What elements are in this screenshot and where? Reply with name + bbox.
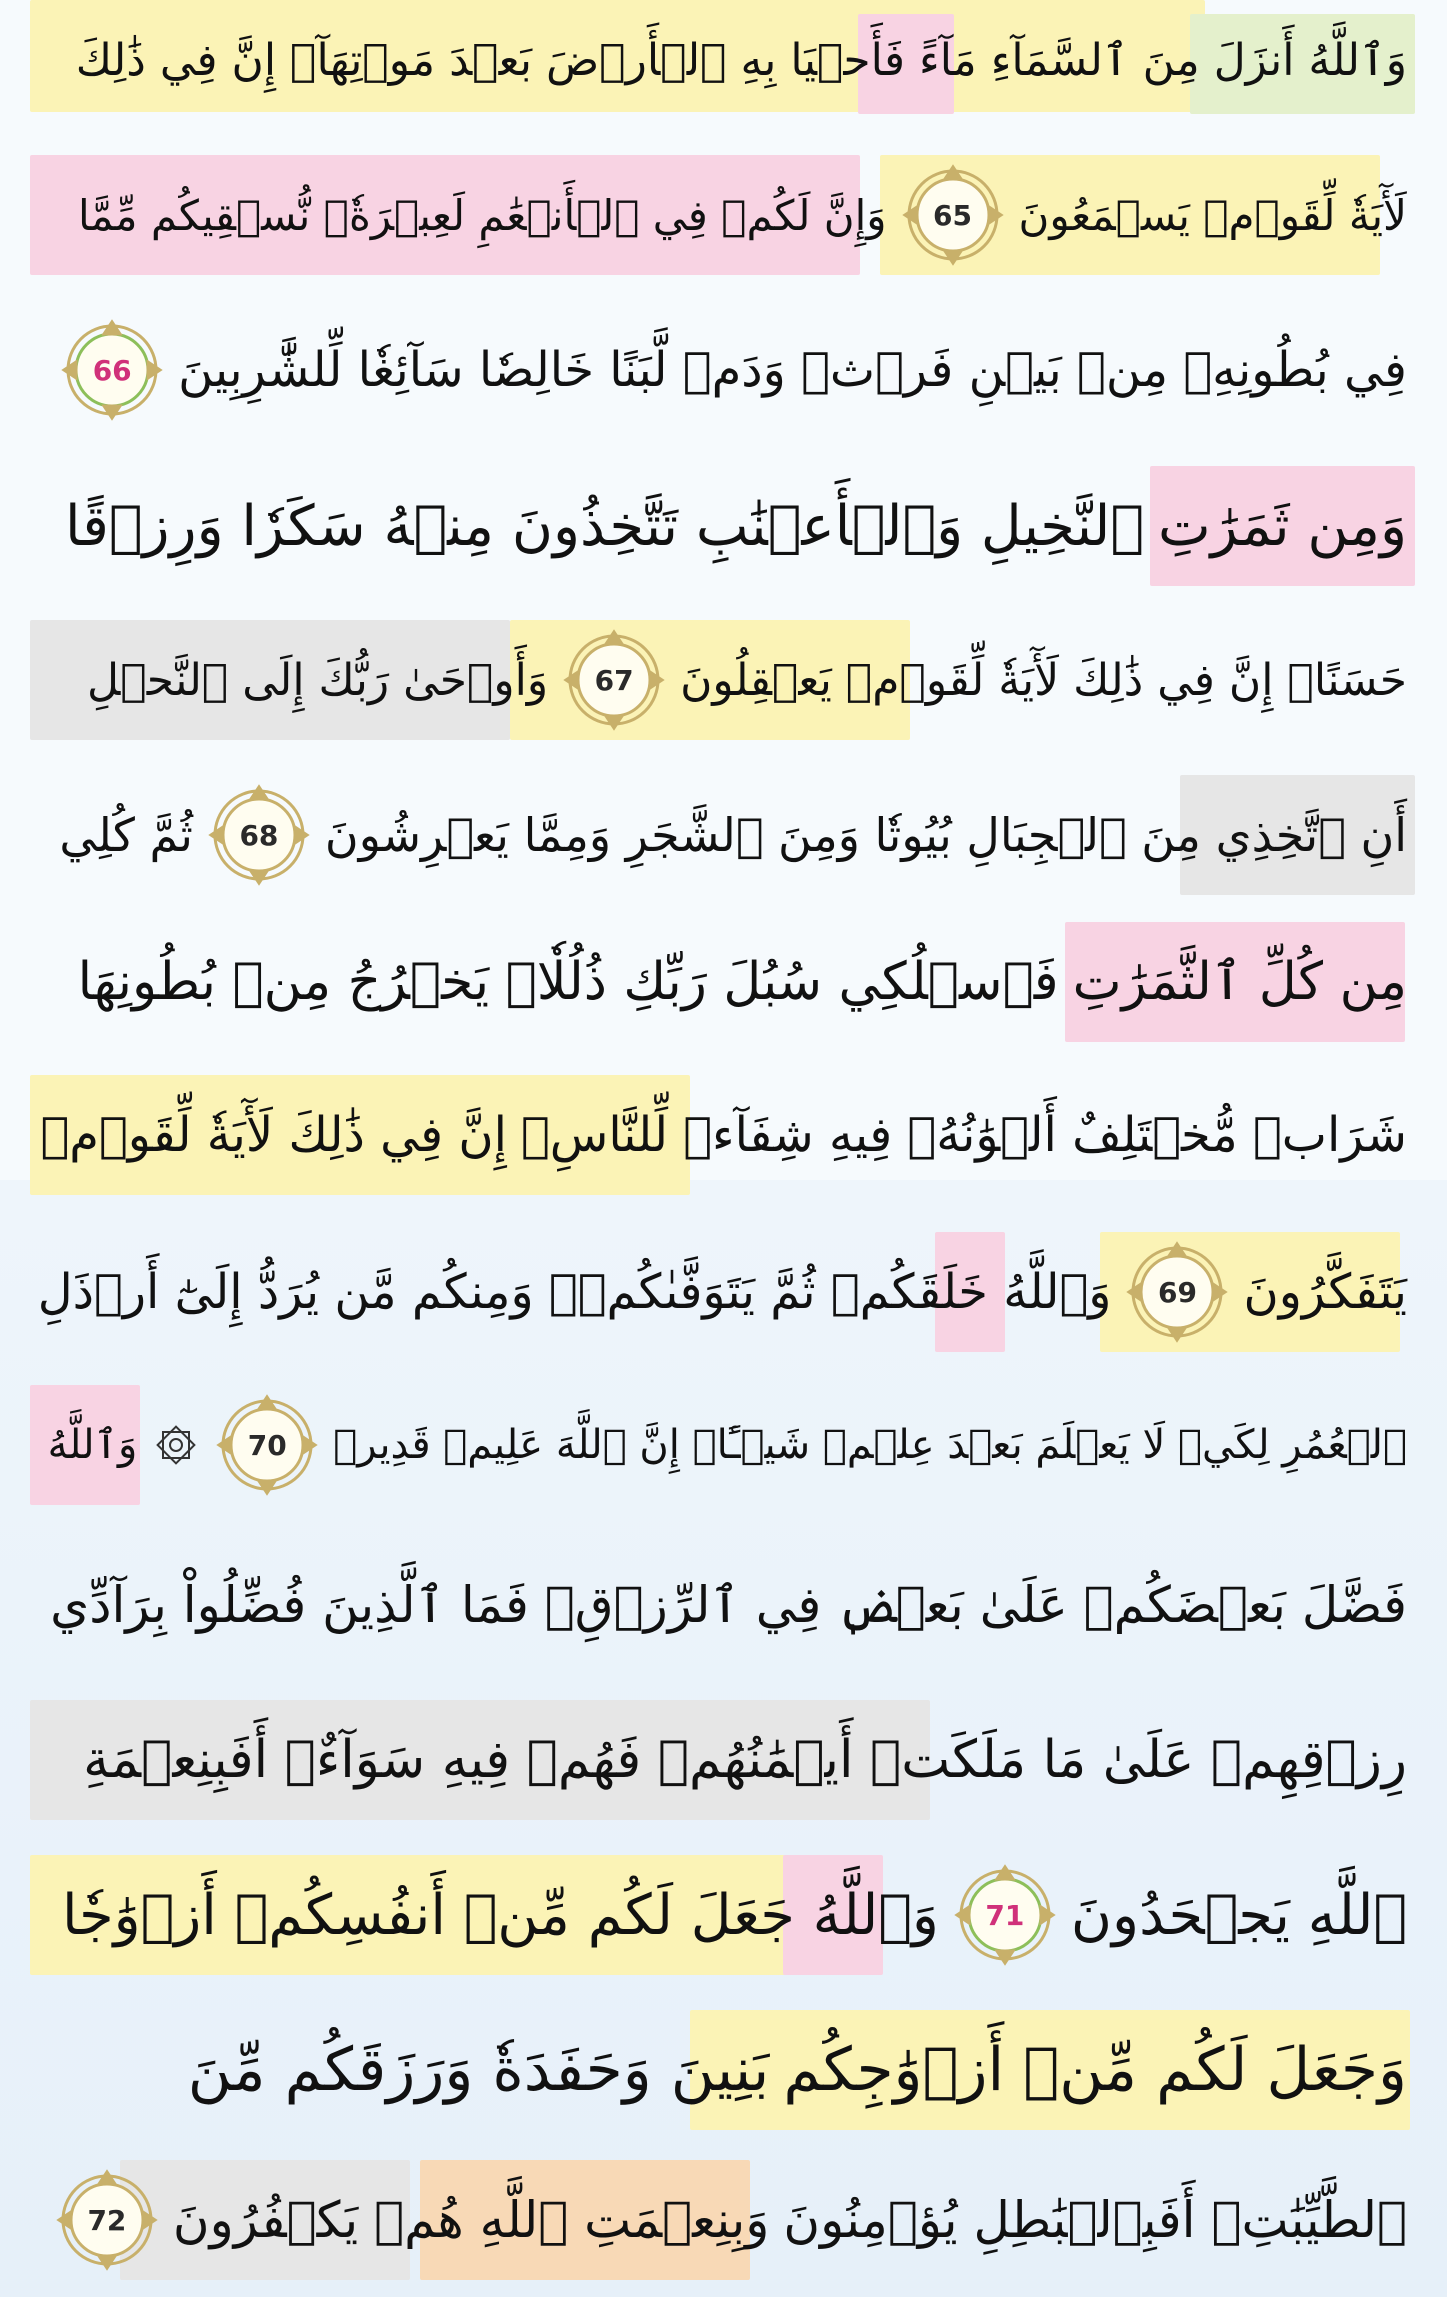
ayah-number: 67 — [594, 663, 634, 697]
verse-text: فَضَّلَ بَعۡضَكُمۡ عَلَىٰ بَعۡضٖ فِي ٱلرِّزۡقِۚ فَمَا ٱلَّذِينَ فُضِّلُواْ بِرَآدِّي — [50, 1576, 1407, 1634]
verse-text: وَٱللَّهُ — [47, 1422, 138, 1468]
verse-text: ٱللَّهِ يَجۡحَدُونَ — [1070, 1882, 1407, 1948]
text-line-1 — [37, 0, 1407, 120]
verse-text: وَجَعَلَ لَكُم مِّنۡ أَزۡوَٰجِكُم — [783, 2035, 1407, 2105]
text-line-13 — [37, 1855, 1407, 1975]
text-line-6 — [37, 775, 1407, 895]
ayah-marker-icon — [901, 163, 1005, 267]
verse-text: وَٱللَّهُ جَعَلَ لَكُم مِّنۡ أَنفُسِكُمۡ أَزۡوَٰجٗا — [61, 1882, 939, 1948]
verse-text: بَنِينَ وَحَفَدَةٗ وَرَزَقَكُم مِّنَ — [187, 2035, 770, 2105]
text-line-11 — [37, 1545, 1407, 1665]
ayah-marker-icon — [55, 2168, 159, 2272]
ayah-number: 71 — [985, 1898, 1025, 1932]
ayah-marker-icon — [215, 1393, 319, 1497]
ayah-number: 68 — [239, 818, 279, 852]
ayah-number: 72 — [87, 2203, 127, 2237]
verse-text: ٱلنَّخِيلِ وَٱلۡأَعۡنَٰبِ تَتَّخِذُونَ مِنۡهُ سَكَرٗا وَرِزۡقًا — [65, 493, 1144, 559]
text-line-12 — [37, 1700, 1407, 1820]
verse-text: وَٱللَّهُ أَنزَلَ مِنَ ٱلسَّمَآءِ مَآءً — [919, 34, 1407, 86]
ayah-marker-icon — [1125, 1240, 1229, 1344]
text-line-7 — [37, 922, 1407, 1042]
verse-text: ثُمَّ كُلِي — [59, 808, 193, 862]
text-line-9 — [37, 1232, 1407, 1352]
verse-text: مِن كُلِّ ٱلثَّمَرَٰتِ — [1072, 952, 1407, 1012]
ayah-number: 70 — [247, 1428, 287, 1462]
text-line-5 — [37, 620, 1407, 740]
ayah-number: 66 — [92, 353, 132, 387]
verse-text: ٱلۡعُمُرِ لِكَيۡ لَا يَعۡلَمَ بَعۡدَ عِلۡمٖ شَيۡـًٔاۚ إِنَّ ٱللَّهَ عَلِيمٞ قَدِيرٞ — [333, 1422, 1407, 1468]
rub-el-hizb-icon — [151, 1420, 201, 1470]
verse-text: فَأَحۡيَا بِهِ ٱلۡأَرۡضَ بَعۡدَ مَوۡتِهَآۚ إِنَّ فِي ذَٰلِكَ — [75, 34, 906, 86]
text-line-2 — [37, 155, 1407, 275]
verse-text: شَرَابٞ مُّخۡتَلِفٌ أَلۡوَٰنُهُۥ فِيهِ شِفَآءٞ لِّلنَّاسِۚ — [520, 1107, 1407, 1163]
ayah-number: 65 — [933, 198, 973, 232]
verse-text: يَتَفَكَّرُونَ — [1243, 1264, 1407, 1320]
verse-text: رِزۡقِهِمۡ عَلَىٰ مَا مَلَكَتۡ أَيۡمَٰنُهُمۡ فَهُمۡ فِيهِ سَوَآءٌۚ أَفَبِنِعۡمَةِ — [83, 1730, 1407, 1790]
text-line-10 — [37, 1385, 1407, 1505]
ayah-marker-icon — [207, 783, 311, 887]
verse-text: وَإِنَّ لَكُمۡ فِي ٱلۡأَنۡعَٰمِ لَعِبۡرَةٗۖ نُّسۡقِيكُم مِّمَّا — [77, 190, 887, 240]
verse-text: وَأَوۡحَىٰ رَبُّكَ إِلَى ٱلنَّحۡلِ — [87, 654, 549, 706]
verse-text: أَنِ ٱتَّخِذِي مِنَ ٱلۡجِبَالِ بُيُوتٗا وَمِنَ ٱلشَّجَرِ وَمِمَّا يَعۡرِشُونَ — [324, 808, 1407, 862]
verse-text: وَمِن ثَمَرَٰتِ — [1157, 493, 1407, 559]
text-line-3 — [37, 310, 1407, 430]
text-line-14 — [37, 2010, 1407, 2130]
ayah-marker-icon — [953, 1863, 1057, 1967]
verse-text: إِنَّ فِي ذَٰلِكَ لَأٓيَةٗ لِّقَوۡمٖ — [40, 1107, 507, 1163]
text-line-8 — [37, 1075, 1407, 1195]
verse-text: حَسَنًاۚ إِنَّ فِي ذَٰلِكَ لَأٓيَةٗ لِّقَوۡمٖ يَعۡقِلُونَ — [680, 654, 1407, 706]
verse-text: وَٱللَّهُ خَلَقَكُمۡ ثُمَّ يَتَوَفَّىٰكُمۡۚ وَمِنكُم مَّن يُرَدُّ إِلَىٰٓ أَرۡذَلِ — [37, 1264, 1112, 1320]
verse-text: فَٱسۡلُكِي سُبُلَ رَبِّكِ ذُلُلٗاۚ يَخۡرُجُ مِنۢ بُطُونِهَا — [77, 952, 1059, 1012]
verse-text: فِي بُطُونِهِۦ مِنۢ بَيۡنِ فَرۡثٖ وَدَمٖ لَّبَنًا خَالِصٗا سَآئِغٗا لِّلشَّٰرِبِينَ — [178, 342, 1407, 398]
verse-text: لَأٓيَةٗ لِّقَوۡمٖ يَسۡمَعُونَ — [1018, 190, 1407, 240]
verse-text: وَبِنِعۡمَتِ ٱللَّهِ هُمۡ يَكۡفُرُونَ — [172, 2191, 770, 2249]
text-line-4 — [37, 466, 1407, 586]
text-line-15 — [37, 2160, 1407, 2280]
verse-text: ٱلطَّيِّبَٰتِۚ أَفَبِٱلۡبَٰطِلِ يُؤۡمِنُونَ — [783, 2191, 1407, 2249]
ayah-number: 69 — [1157, 1275, 1197, 1309]
ayah-marker-icon — [60, 318, 164, 422]
ayah-marker-icon — [562, 628, 666, 732]
